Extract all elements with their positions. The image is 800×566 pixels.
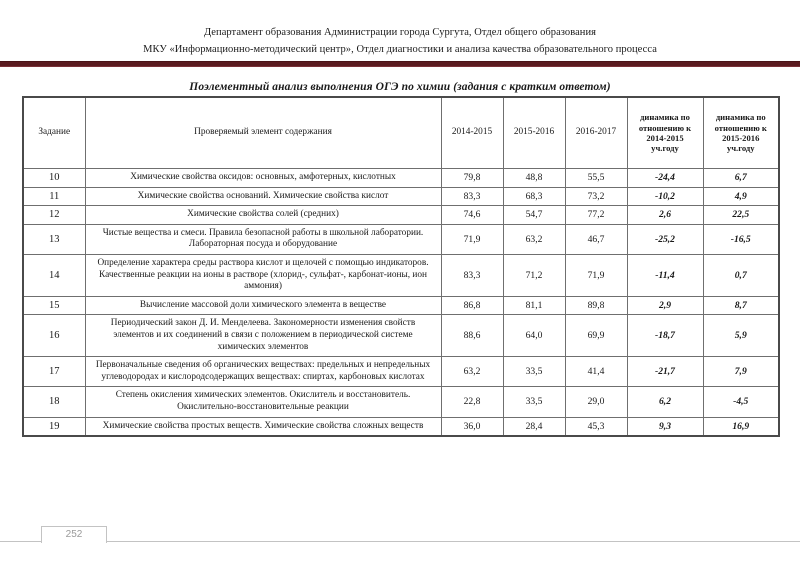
- dyn-head-1-line2: отношению к: [638, 122, 692, 133]
- dyn-head-2-line1: динамика по: [715, 112, 766, 123]
- cell-2016-2017: 29,0: [565, 387, 627, 417]
- cell-dynamics-2015: 4,9: [703, 187, 779, 206]
- header-line-2: МКУ «Информационно-методический центр», Отдел диагностики и анализа качества образовательного процесса: [143, 44, 657, 55]
- cell-element: Химические свойства простых веществ. Химические свойства сложных веществ: [85, 417, 441, 436]
- cell-dynamics-2014: 9,3: [627, 417, 703, 436]
- column-header-dynamics-2014-2015: [627, 97, 703, 169]
- cell-element: Химические свойства оснований. Химические свойства кислот: [85, 187, 441, 206]
- cell-task-number: 15: [23, 296, 85, 315]
- table-row: [23, 357, 779, 387]
- cell-2014-2015: 22,8: [441, 387, 503, 417]
- column-header-element: Проверяемый элемент содержания: [85, 97, 441, 169]
- cell-dynamics-2014: 2,6: [627, 206, 703, 225]
- page-number: 252: [41, 526, 107, 543]
- cell-2016-2017: 55,5: [565, 169, 627, 188]
- cell-2016-2017: 77,2: [565, 206, 627, 225]
- table-row: [23, 387, 779, 417]
- page-footer: [0, 526, 800, 548]
- cell-2015-2016: 64,0: [503, 315, 565, 357]
- cell-task-number: 17: [23, 357, 85, 387]
- cell-2016-2017: 89,8: [565, 296, 627, 315]
- cell-2014-2015: 83,3: [441, 254, 503, 296]
- header-divider-rule: [0, 61, 800, 67]
- cell-dynamics-2015: 22,5: [703, 206, 779, 225]
- cell-2016-2017: 45,3: [565, 417, 627, 436]
- table-row: [23, 296, 779, 315]
- table-row: [23, 187, 779, 206]
- column-header-2015-2016: 2015-2016: [503, 97, 565, 169]
- cell-2016-2017: 69,9: [565, 315, 627, 357]
- footer-divider: [0, 541, 800, 542]
- table-header: [23, 97, 779, 169]
- cell-dynamics-2014: -10,2: [627, 187, 703, 206]
- cell-task-number: 13: [23, 224, 85, 254]
- cell-2014-2015: 83,3: [441, 187, 503, 206]
- cell-2014-2015: 88,6: [441, 315, 503, 357]
- cell-dynamics-2015: 6,7: [703, 169, 779, 188]
- dyn-head-1-line1: динамика по: [640, 112, 690, 123]
- cell-task-number: 12: [23, 206, 85, 225]
- cell-dynamics-2015: 7,9: [703, 357, 779, 387]
- cell-2015-2016: 33,5: [503, 387, 565, 417]
- cell-dynamics-2014: -11,4: [627, 254, 703, 296]
- cell-task-number: 11: [23, 187, 85, 206]
- cell-dynamics-2015: 16,9: [703, 417, 779, 436]
- cell-2015-2016: 63,2: [503, 224, 565, 254]
- cell-element: Первоначальные сведения об органических веществах: предельных и непредельных углеводородах и кислородсодержащих веществах: спиртах, карбоновых кислотах: [85, 357, 441, 387]
- cell-element: Чистые вещества и смеси. Правила безопасной работы в школьной лаборатории. Лабораторная посуда и оборудование: [85, 224, 441, 254]
- dyn-head-2-line2: отношению к: [714, 122, 767, 133]
- cell-2016-2017: 46,7: [565, 224, 627, 254]
- cell-2014-2015: 63,2: [441, 357, 503, 387]
- cell-dynamics-2015: -4,5: [703, 387, 779, 417]
- analysis-table-container: [22, 96, 778, 437]
- cell-element: Вычисление массовой доли химического элемента в веществе: [85, 296, 441, 315]
- cell-2015-2016: 68,3: [503, 187, 565, 206]
- cell-element: Периодический закон Д. И. Менделеева. Закономерности изменения свойств элементов и их соединений в связи с положением в периодической системе химических элементов: [85, 315, 441, 357]
- column-header-task: Задание: [23, 97, 85, 169]
- cell-element: Химические свойства солей (средних): [85, 206, 441, 225]
- cell-2014-2015: 36,0: [441, 417, 503, 436]
- dyn-head-2-line3: 2015-2016: [722, 133, 760, 143]
- cell-dynamics-2014: -21,7: [627, 357, 703, 387]
- cell-2015-2016: 54,7: [503, 206, 565, 225]
- page-title: Поэлементный анализ выполнения ОГЭ по химии (задания с кратким ответом): [189, 81, 611, 93]
- cell-element: Химические свойства оксидов: основных, амфотерных, кислотных: [85, 169, 441, 188]
- cell-2014-2015: 71,9: [441, 224, 503, 254]
- cell-2015-2016: 48,8: [503, 169, 565, 188]
- cell-2016-2017: 73,2: [565, 187, 627, 206]
- cell-dynamics-2014: -25,2: [627, 224, 703, 254]
- cell-2015-2016: 28,4: [503, 417, 565, 436]
- cell-dynamics-2015: 0,7: [703, 254, 779, 296]
- cell-dynamics-2014: 6,2: [627, 387, 703, 417]
- cell-dynamics-2015: -16,5: [703, 224, 779, 254]
- cell-2014-2015: 86,8: [441, 296, 503, 315]
- cell-2016-2017: 71,9: [565, 254, 627, 296]
- cell-2015-2016: 71,2: [503, 254, 565, 296]
- cell-task-number: 19: [23, 417, 85, 436]
- cell-task-number: 16: [23, 315, 85, 357]
- table-row: [23, 417, 779, 436]
- table-row: [23, 315, 779, 357]
- column-header-2016-2017: 2016-2017: [565, 97, 627, 169]
- cell-2014-2015: 74,6: [441, 206, 503, 225]
- cell-dynamics-2014: 2,9: [627, 296, 703, 315]
- table-row: [23, 254, 779, 296]
- cell-dynamics-2015: 5,9: [703, 315, 779, 357]
- cell-2015-2016: 81,1: [503, 296, 565, 315]
- dyn-head-1-line3: 2014-2015: [646, 133, 684, 143]
- cell-task-number: 10: [23, 169, 85, 188]
- cell-2016-2017: 41,4: [565, 357, 627, 387]
- dyn-head-2-line4: уч.году: [726, 143, 755, 154]
- cell-task-number: 14: [23, 254, 85, 296]
- page-header: [0, 0, 800, 58]
- table-row: [23, 169, 779, 188]
- cell-element: Определение характера среды раствора кислот и щелочей с помощью индикаторов. Качественные реакции на ионы в растворе (хлорид-, сульфат-, карбонат-ионы, ион аммония): [85, 254, 441, 296]
- cell-element: Степень окисления химических элементов. Окислитель и восстановитель. Окислительно-восстановительные реакции: [85, 387, 441, 417]
- table-row: [23, 206, 779, 225]
- cell-dynamics-2014: -18,7: [627, 315, 703, 357]
- header-line-1: Департамент образования Администрации города Сургута, Отдел общего образования: [203, 27, 597, 38]
- column-header-2014-2015: 2014-2015: [441, 97, 503, 169]
- table-row: [23, 224, 779, 254]
- cell-dynamics-2014: -24,4: [627, 169, 703, 188]
- cell-2015-2016: 33,5: [503, 357, 565, 387]
- table-body: [23, 169, 779, 437]
- table-header-row: [23, 97, 779, 169]
- column-header-dynamics-2015-2016: [703, 97, 779, 169]
- cell-2014-2015: 79,8: [441, 169, 503, 188]
- dyn-head-1-line4: уч.году: [651, 143, 679, 154]
- cell-task-number: 18: [23, 387, 85, 417]
- analysis-table: [22, 96, 780, 437]
- cell-dynamics-2015: 8,7: [703, 296, 779, 315]
